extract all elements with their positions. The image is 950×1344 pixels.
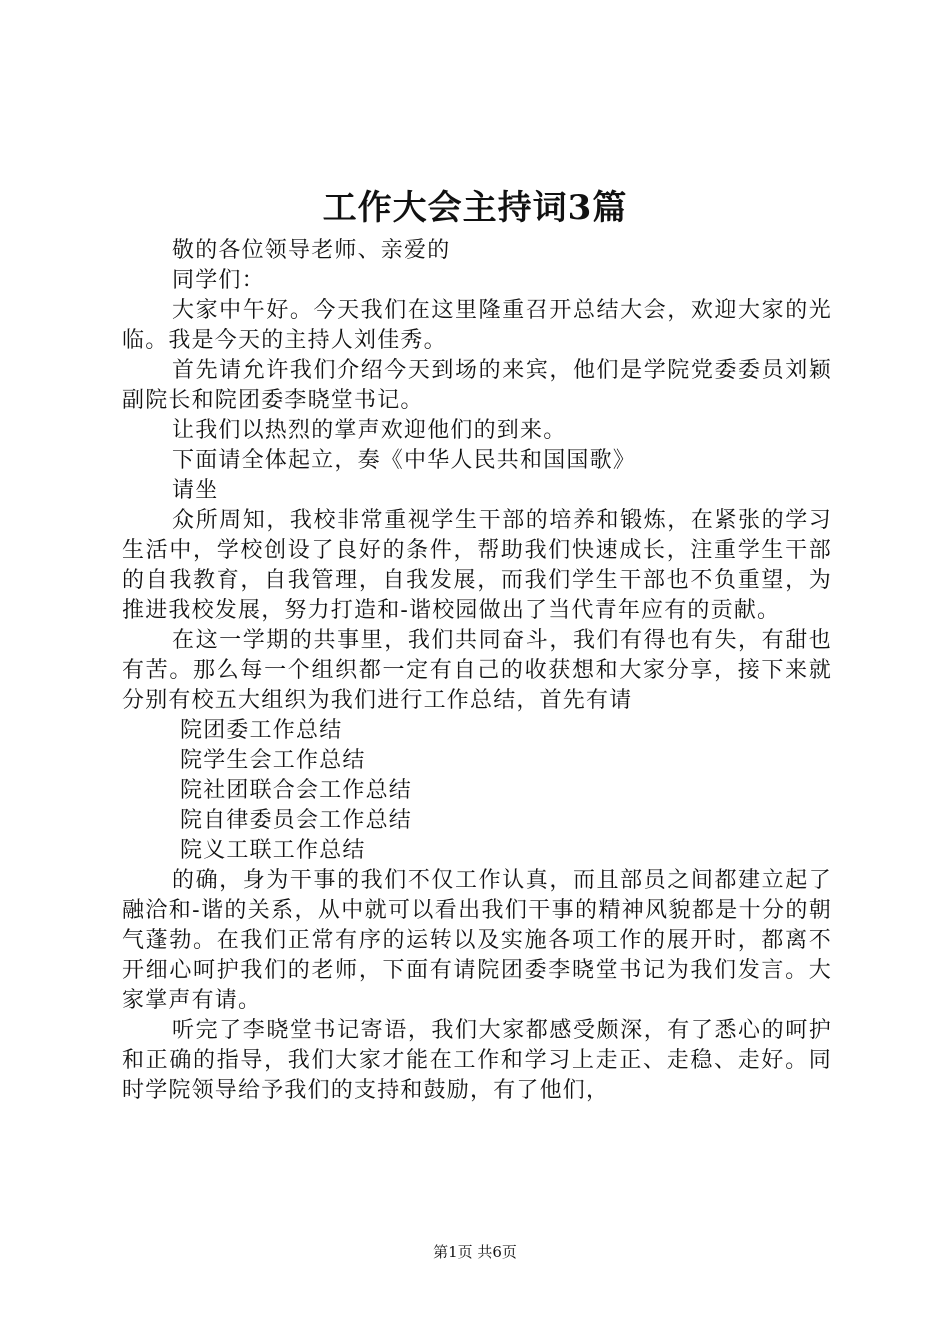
- paragraph: 首先请允许我们介绍今天到场的来宾，他们是学院党委委员刘颖副院长和院团委李晓堂书记。: [122, 358, 832, 413]
- document-title: 工作大会主持词3篇: [322, 188, 628, 228]
- paragraph: 下面请全体起立，奏《中华人民共和国国歌》: [172, 448, 637, 473]
- paragraph: 听完了李晓堂书记寄语，我们大家都感受颇深，有了悉心的呵护和正确的指导，我们大家才能在工作和学习上走正、走稳、走好。同时学院领导给予我们的支持和鼓励，有了他们，: [122, 1018, 832, 1103]
- paragraph: 让我们以热烈的掌声欢迎他们的到来。: [172, 418, 567, 443]
- salutation-line-2: 同学们：: [172, 268, 265, 293]
- paragraph: 在这一学期的共事里，我们共同奋斗，我们有得也有失，有甜也有苦。那么每一个组织都一定有自己的收获想和大家分享，接下来就分别有校五大组织为我们进行工作总结，首先有请: [122, 628, 832, 713]
- paragraph: 请坐: [172, 478, 219, 503]
- list-item: 院学生会工作总结: [180, 748, 366, 773]
- page-footer: 第1页 共6页: [433, 1243, 517, 1261]
- list-item: 院义工联工作总结: [180, 838, 366, 863]
- paragraph: 众所周知，我校非常重视学生干部的培养和锻炼，在紧张的学习生活中，学校创设了良好的条件，帮助我们快速成长，注重学生干部的自我教育，自我管理，自我发展，而我们学生干部也不负重望，为推进我校发展，努力打造和-谐校园做出了当代青年应有的贡献。: [122, 508, 832, 623]
- paragraph: 的确，身为干事的我们不仅工作认真，而且部员之间都建立起了融洽和-谐的关系，从中就可以看出我们干事的精神风貌都是十分的朝气蓬勃。在我们正常有序的运转以及实施各项工作的展开时，都离不开细心呵护我们的老师，下面有请院团委李晓堂书记为我们发言。大家掌声有请。: [122, 868, 832, 1013]
- salutation-line-1: 敬的各位领导老师、亲爱的: [172, 238, 451, 263]
- document-body: [122, 236, 832, 1106]
- list-item: 院团委工作总结: [180, 718, 343, 743]
- list-item: 院社团联合会工作总结: [180, 778, 413, 803]
- paragraph: 大家中午好。今天我们在这里隆重召开总结大会，欢迎大家的光临。我是今天的主持人刘佳秀。: [122, 298, 832, 353]
- list-item: 院自律委员会工作总结: [180, 808, 413, 833]
